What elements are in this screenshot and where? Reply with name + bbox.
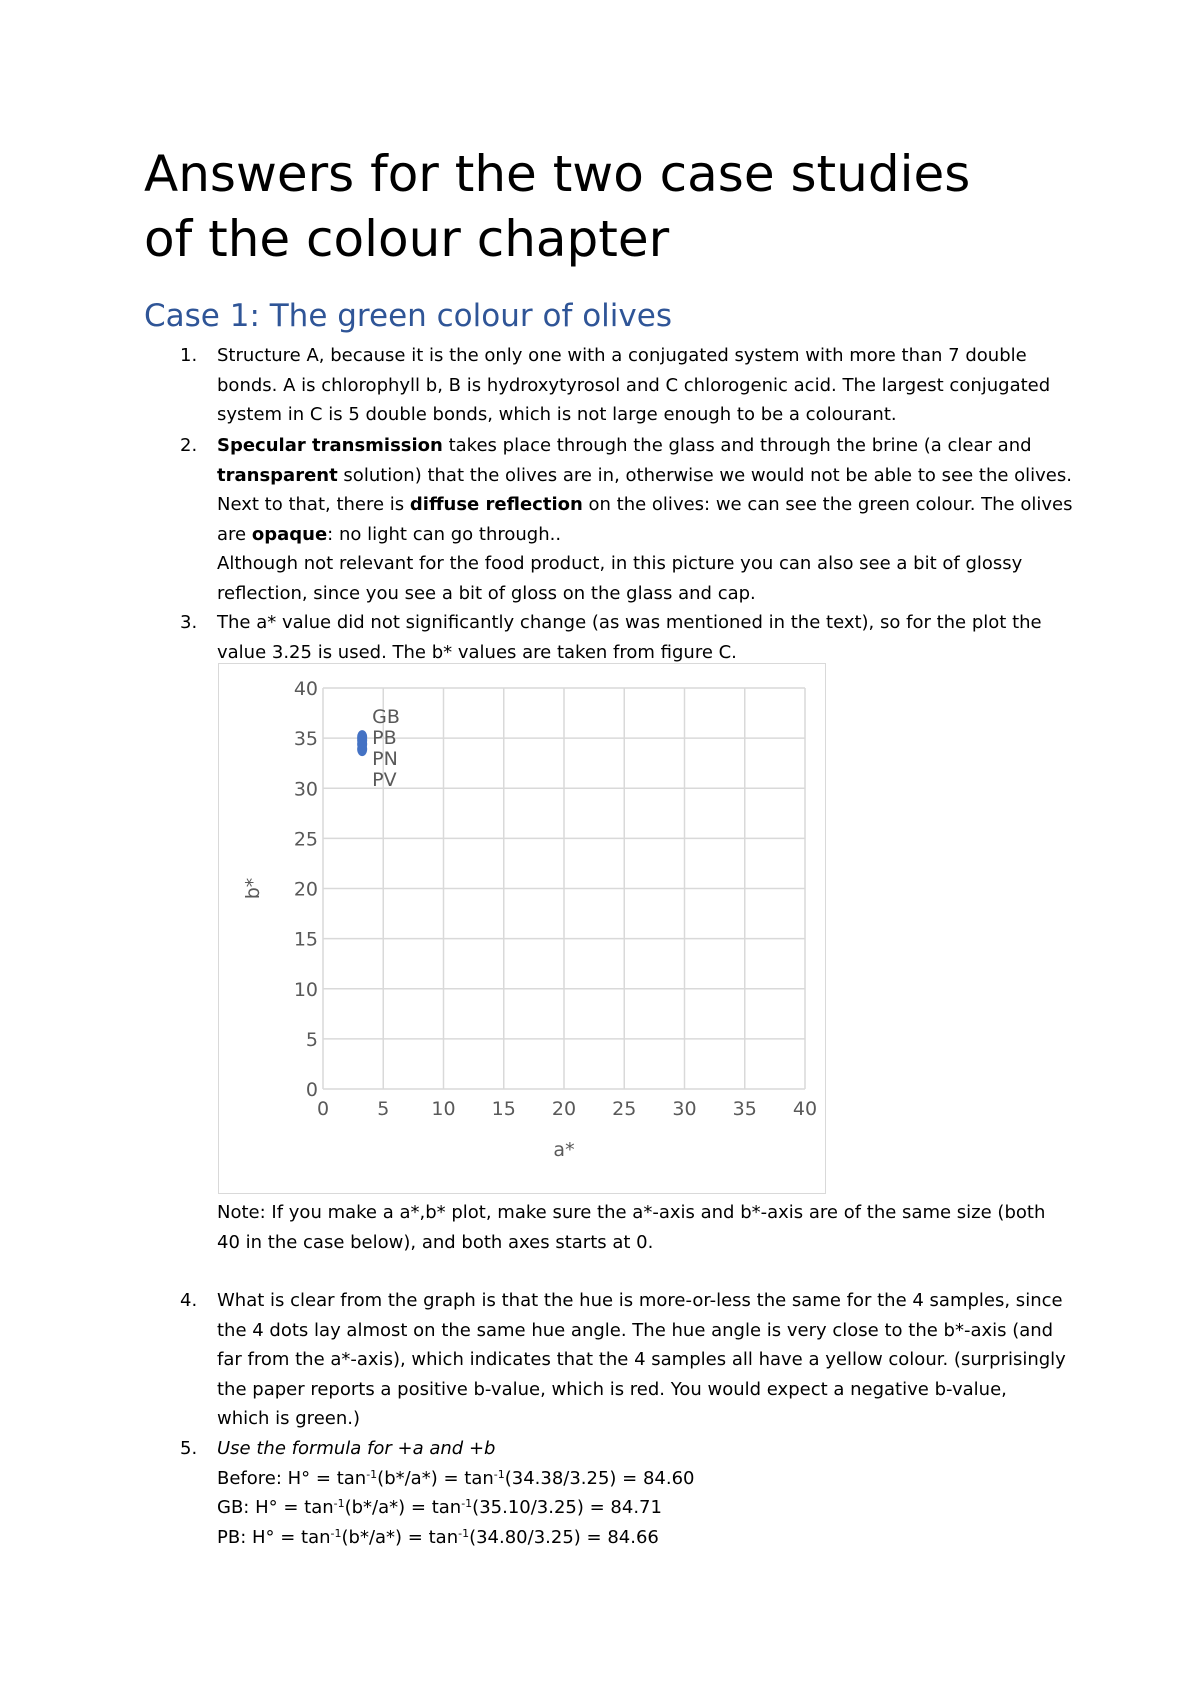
superscript: -1 [458,1526,470,1540]
list-item-4 [180,1286,1080,1434]
hue-gb-line [217,1493,1080,1523]
formula-text: (b*/a*) = tan [377,1467,494,1489]
item-2-text: on the olives: we can see the green colour. The olives [582,494,1073,515]
list-item-2 [180,431,1080,608]
superscript: -1 [366,1467,378,1481]
x-tick-label: 40 [792,1098,818,1120]
item-2-text: are [217,523,252,545]
formula-instruction: Use the formula for +a and +b [217,1438,496,1459]
ab-scatter-chart [218,663,826,1194]
title-line-1: Answers for the two case studies [144,145,971,203]
chart-svg [219,664,825,1193]
x-tick-label: 35 [732,1098,757,1120]
document-title [144,142,1104,272]
data-label: GB [372,706,400,729]
note-text: If you make a a*,b* plot, make sure the a*-axis and b*-axis are of the same size (both [265,1202,1046,1223]
y-tick-label: 40 [293,678,318,700]
y-tick-label: 20 [293,878,318,901]
item-3-line-2: value 3.25 is used. The b* values are taken from figure C. [217,641,737,663]
item-1-line-3: system in C is 5 double bonds, which is not large enough to be a colourant. [217,404,897,425]
x-tick-label: 20 [551,1098,577,1120]
y-tick-label: 10 [293,978,318,1001]
item-2-text: Next to that, there is [217,494,410,515]
data-label: PB [372,727,397,750]
case-1-heading: Case 1: The green colour of olives [144,298,672,334]
list-number: 2. [180,435,198,456]
superscript: -1 [461,1497,473,1510]
list-number: 3. [180,612,198,633]
item-2-line-1 [217,431,1080,461]
y-tick-label: 0 [305,1079,318,1101]
note-label: Note: [217,1202,266,1223]
superscript: -1 [330,1526,342,1540]
note-line-1 [217,1198,1097,1228]
item-4-line-4: the paper reports a positive b-value, which is red. You would expect a negative b-value, [217,1378,1007,1400]
item-2-text: solution) that the olives are in, otherwise we would not be able to see the olives. [337,464,1072,486]
list-number: 1. [180,345,198,366]
title-line-2: of the colour chapter [144,210,670,268]
list-number: 4. [180,1290,198,1311]
list-item-1 [180,341,1080,430]
item-1-line-1: Structure A, because it is the only one with a conjugated system with more than 7 double [217,345,1027,366]
formula-text: Before: H° = tan [217,1467,367,1489]
x-tick-label: 30 [672,1098,697,1120]
item-1-line-2: bonds. A is chlorophyll b, B is hydroxytyrosol and C chlorogenic acid. The largest conjugated [217,374,1051,396]
formula-text: GB: H° = tan [217,1497,334,1518]
chart-note [217,1198,1097,1257]
list-item-3 [180,608,1080,667]
hue-pb-line [217,1523,1080,1553]
x-axis-title: a* [553,1139,575,1161]
note-line-2: 40 in the case below), and both axes starts at 0. [217,1231,654,1253]
item-4-line-3: far from the a*-axis), which indicates that the 4 samples all have a yellow colour. (surprisingly [217,1349,1066,1370]
list-item-5 [180,1434,1080,1552]
item-2-line-2 [217,461,1080,491]
superscript: -1 [333,1497,345,1510]
item-3-line-1: The a* value did not significantly change (as was mentioned in the text), so for the plot the [217,612,1042,633]
item-4-line-2: the 4 dots lay almost on the same hue angle. The hue angle is very close to the b*-axis (and [217,1319,1054,1341]
term-opaque: opaque [251,523,328,545]
y-tick-label: 5 [305,1028,318,1051]
x-tick-label: 5 [377,1098,390,1120]
item-4-line-1: What is clear from the graph is that the hue is more-or-less the same for the 4 samples, since [217,1290,1063,1311]
x-tick-label: 25 [612,1098,637,1120]
formula-text: PB: H° = tan [217,1526,331,1548]
y-axis-title: b* [242,877,264,900]
hue-before-line [217,1464,1080,1494]
item-2-text: takes place through the glass and through the brine (a clear and [442,435,1032,456]
item-2-text: : no light can go through.. [327,523,562,545]
y-tick-label: 30 [293,778,318,801]
item-4-line-5: which is green.) [217,1408,360,1429]
formula-result: (34.80/3.25) = 84.66 [469,1526,659,1548]
y-tick-label: 35 [293,728,318,751]
item-2-line-3 [217,490,1080,520]
formula-text: (b*/a*) = tan [344,1497,462,1518]
formula-text: (b*/a*) = tan [341,1526,459,1548]
x-tick-label: 0 [316,1098,330,1120]
formula-result: (34.38/3.25) = 84.60 [504,1467,695,1489]
x-tick-label: 10 [431,1098,456,1120]
data-point [357,742,367,756]
x-tick-label: 15 [491,1098,516,1120]
term-diffuse-reflection: diffuse reflection [409,494,583,515]
term-transparent: transparent [217,464,338,486]
y-tick-label: 15 [293,928,318,951]
item-5-line-1 [217,1434,1080,1464]
data-label: PN [372,748,398,771]
y-tick-label: 25 [293,828,318,851]
data-label: PV [372,769,397,792]
superscript: -1 [493,1467,505,1481]
item-2-line-4 [217,520,1080,550]
list-number: 5. [180,1438,198,1459]
item-2-line-6: reflection, since you see a bit of gloss on the glass and cap. [217,582,756,604]
term-specular-transmission: Specular transmission [217,435,443,456]
formula-result: (35.10/3.25) = 84.71 [472,1497,662,1518]
item-2-line-5: Although not relevant for the food product, in this picture you can also see a bit of glossy [217,553,1023,574]
